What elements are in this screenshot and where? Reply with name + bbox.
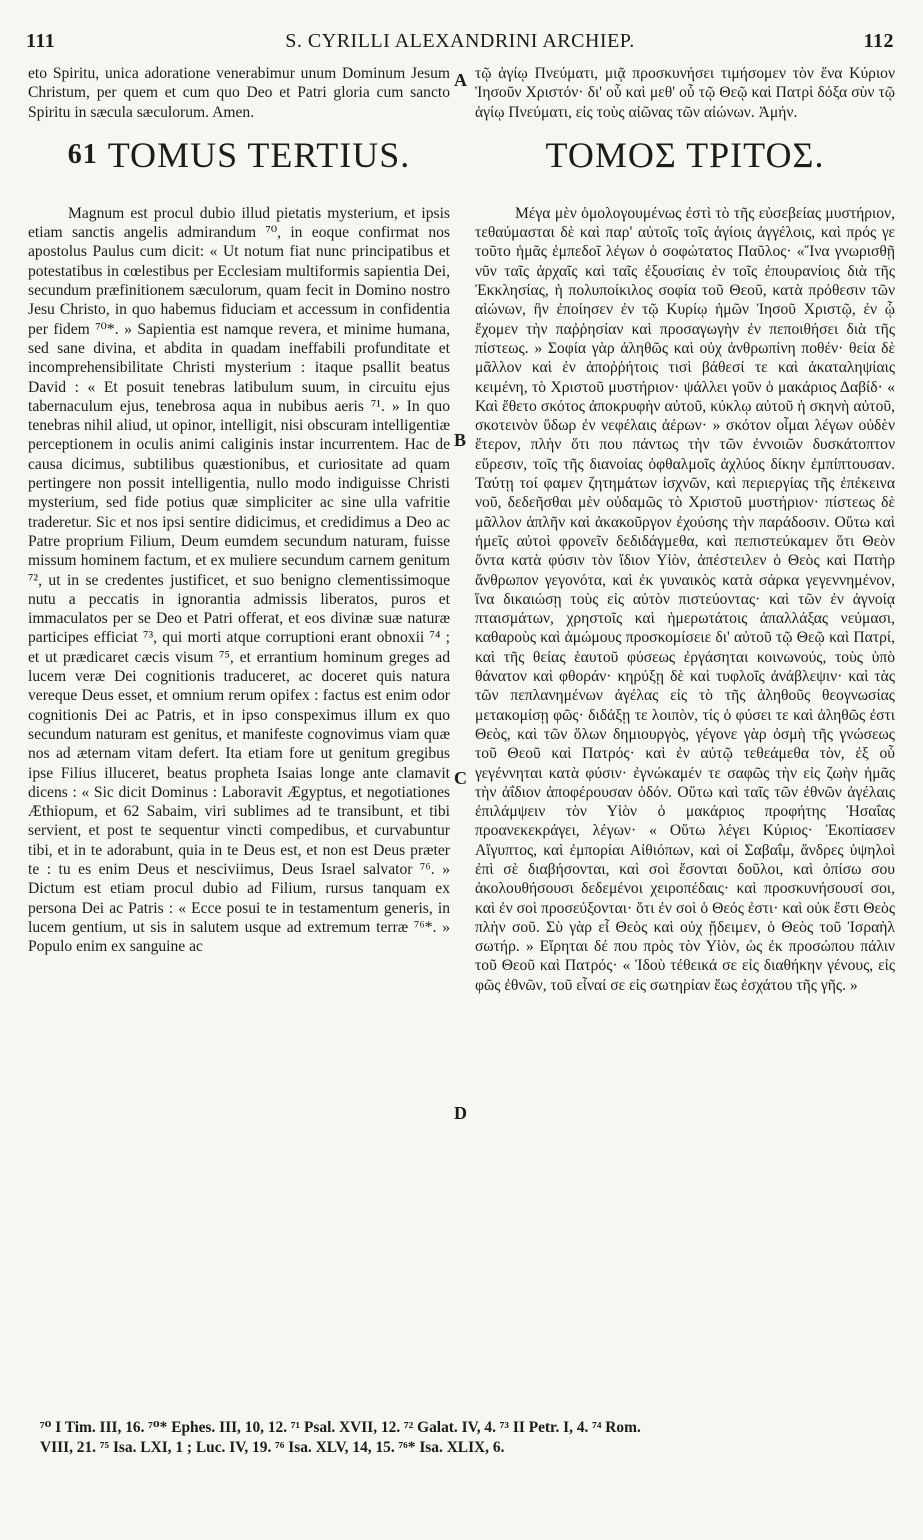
column-number: 61 (67, 138, 98, 170)
latin-heading (28, 132, 450, 178)
running-title: S. CYRILLI ALEXANDRINI ARCHIEP. (285, 30, 635, 52)
greek-body: Μέγα μὲν ὁμολογουμένως ἐστὶ τὸ τῆς εὐσεβείας μυστήριον, τεθαύμασται δὲ καὶ παρ' αὐτοῖς τοῖς ἁγίοις ἀγγέλοις, καὶ πρός γε τοῦτο ἡμᾶς ἐμπεδοῖ λέγων ὁ σοφώτατος Παῦλος· «Ἵνα γνωρισθῇ νῦν ταῖς ἀρχαῖς καὶ ταῖς ἐξουσίαις ἐν τοῖς ἐπουρανίοις διὰ τῆς Ἐκκλησίας, ἡ πολυποίκιλος σοφία τοῦ Θεοῦ, κατὰ πρόθεσιν τῶν αἰώνων, ἣν ἐποίησεν ἐν τῷ Κυρίῳ ἡμῶν Ἰησοῦ Χριστῷ, ἐν ᾧ ἔχομεν τὴν παῤῥησίαν καὶ προσαγωγὴν ἐν πεποιθήσει διὰ τῆς πίστεως. » Σοφία γὰρ ἀληθῶς καὶ οὐχ ἀνθρωπίνη ποθέν· θεία δὲ μᾶλλον καὶ ἐν ἀποῤῥήτοις τισὶ βάθεσί τε καὶ ἀκαταληψίαις κειμένη, τὸ Χριστοῦ μυστήριον· ψάλλει γοῦν ὁ μακάριος Δαβίδ· « Καὶ ἔθετο σκότος ἀποκρυφὴν αὐτοῦ, κύκλῳ αὐτοῦ ἡ σκηνὴ αὐτοῦ, σκοτεινὸν ὕδωρ ἐν νεφέλαις ἀέρων· » σκότον οἶμαι λέγων οὐδὲν ἕτερον, πλὴν ὅτι που πάντως τὴν τῶν ἐννοιῶν δυσκάτοπτον εὕρεσιν, τοῖς τῆς διανοίας ὀφθαλμοῖς ἀχλύος δίκην ἐμπίπτουσαν. Ταύτῃ τοί φαμεν ζητημάτων ἰσχνῶν, καὶ περιεργίας τῆς ἐπέκεινα νοῦ, δεδεῆσθαι μὲν οὐδαμῶς τὸ Χριστοῦ μυστήριον· πίστεως δὲ μᾶλλον ἁπλῆν καὶ ἀκακοῦργον ἐχούσης τὴν παράδοσιν. Οὕτω καὶ ἡμεῖς αὐτοὶ φρονεῖν δεδιδάγμεθα, καὶ πεπιστεύκαμεν ὅτι Θεὸν ὄντα κατὰ φύσιν τὸν ἴδιον Υἱὸν, ἀπέστειλεν ὁ Θεὸς καὶ Πατὴρ ἄνθρωπον γεγονότα, καὶ ἐκ γυναικὸς κατὰ σάρκα γεγεννημένον, ἵνα δικαιώσῃ τοὺς εἰς αὐτὸν πιστεύοντας· καὶ τῶν ἐν ἀγνοίᾳ πταισμάτων, χρηστοῖς καὶ ἡμερωτάτοις ἀπαλλάξας νεύμασι, καθαροὺς καὶ ἀμώμους προσκομίσειε δι' αὐτοῦ τῷ Θεῷ καὶ Πατρί, καὶ τῆς θείας ἑαυτοῦ φύσεως ἐργάσηται κοινωνούς, τοὺς ὑπὸ θάνατον καὶ φθοράν· κηρύξῃ δὲ καὶ τυφλοῖς ἀνάβλεψιν· καὶ τὰς τῶν πεπλανημένων ἀγέλας εἰς τὸ τῆς ἀληθοῦς θεογνωσίας μετακομίσῃ φῶς· διδάξῃ τε λοιπὸν, τίς ὁ φύσει τε καὶ ἀληθῶς ἐστι Θεὸς, καὶ τῶν ὅλων δημιουργὸς, γέγονε γὰρ ὀσμὴ τῆς γνώσεως τοῦ Θεοῦ καὶ Πατρός· καὶ ἐν αὐτῷ τεθεάμεθα τὸν, ἐξ οὗ γεγέννηται κατὰ φύσιν· ἐγνώκαμέν τε σαφῶς τὴν εἰς ζωὴν ἡμᾶς τὴν ἀΐδιον ἀποφέρουσαν ὁδόν. Οὕτω καὶ ταῖς τῶν ἐθνῶν ἀγέλαις ἐπιλάμψειν τὸν Υἱὸν ὁ μακάριος προφήτης Ἡσαΐας προανεκεκράγει, λέγων· « Οὕτω λέγει Κύριος· Ἐκοπίασεν Αἴγυπτος, καὶ ἐμπορίαι Αἰθιόπων, καὶ οἱ Σαβαΐμ, ἄνδρες ὑψηλοὶ ἐπὶ σὲ διαβήσονται, καὶ σοὶ ἔσονται δοῦλοι, καὶ ὀπίσω σου ἀκολουθήσουσι δεδεμένοι χειροπέδαις· καὶ προσκυνήσουσί σοι, καὶ ἐν σοὶ προσεύξονται· ὅτι ἐν σοὶ ὁ Θεός ἐστι· καὶ οὐκ ἔστι Θεὸς πλὴν σοῦ. Σὺ γὰρ εἶ Θεὸς καὶ οὐχ ᾔδειμεν, ὁ Θεὸς τοῦ Ἰσραὴλ σωτήρ. » Εἴρηται δέ που πρὸς τὸν Υἱὸν, ὡς ἐκ προσώπου πάλιν τοῦ Θεοῦ καὶ Πατρός· « Ἰδοὺ τέθεικά σε εἰς διαθήκην γένους, εἰς φῶς ἐθνῶν, τοῦ εἶναί σε εἰς σωτηρίαν ἕως ἐσχάτου τῆς γῆς. » (475, 204, 895, 994)
page-number-left: 111 (26, 30, 56, 52)
margin-letter-b: B (454, 430, 467, 450)
greek-intro: τῷ ἁγίῳ Πνεύματι, μιᾷ προσκυνήσει τιμήσομεν τὸν ἕνα Κύριον Ἰησοῦν Χριστόν· δι' οὗ καὶ μεθ' οὗ τῷ Θεῷ καὶ Πατρὶ δόξα σὺν τῷ ἁγίῳ Πνεύματι, εἰς τοὺς αἰῶνας τῶν αἰώνων. Ἀμήν. (475, 65, 895, 121)
latin-body: Magnum est procul dubio illud pietatis mysterium, et ipsis etiam sanctis angelis admirandum ⁷⁰, in eoque confirmat nos apostolus Paulus cum dicit: « Ut notum fiat nunc principatibus et potestatibus in cœlestibus per Ecclesiam multiformis sapientia Dei, secundum præfinitionem sæculorum, quam fecit in Domino nostro Jesu Christo, in quo habemus fiduciam et accessum in confidentia per fidem ⁷⁰*. » Sapientia est namque revera, et minime humana, sed sane divina, et abdita in quadam ineffabili profunditate et incomprehensibilitate Christi mysterium : itaque psallit beatus David : « Et posuit tenebras latibulum suum, in circuitu ejus tabernaculum ejus, tenebrosa aqua in nubibus aeris ⁷¹. » In quo tenebras nihil aliud, ut opinor, intelligit, nisi obscuram intelligentiæ perceptionem in oculis animi caliginis instar incurrentem. Hac de causa dicimus, subtilibus quæstionibus, et curiositate ad quam pertingere non possit intelligentia, nullo modo indiguisse Christi mysterium, sed fide potius quæ simpliciter ac sine ulla vafritie traderetur. Sic et nos ipsi sentire didicimus, et credidimus a Deo ac Patre proprium Filium, Deum eumdem secundum naturam, fuisse missum hominem factum, et ex muliere secundum carnem genitum ⁷², ut in se credentes justificet, et suo benigno clementissimoque nutu a peccatis in ignorantia admissis liberatos, puros et immaculatos per se Deo et Patri offerat, et eos divinæ suæ naturæ participes efficiat ⁷³, qui morti atque corruptioni erant obnoxii ⁷⁴ ; et ut prædicaret cæcis visum ⁷⁵, et errantium hominum greges ad lucem veræ Dei cognitionis traduceret, ac doceret quis natura vereque Deus esset, et omnium rerum opifex : factus est enim odor cognitionis Dei ac Patris, et in ipso conspeximus illum ex quo secundum naturam est genitus, et manifeste cognovimus viam quæ nos ad æternam vitam defert. Ita etiam fore ut genitum gregibus ipse Filius illuceret, beatus propheta Isaias longe ante clamavit dicens : « Sic dicit Dominus : Laboravit Ægyptus, et negotiationes Æthiopum, et 62 Sabaim, viri sublimes ad te transibunt, et tibi servient, et post te sequentur vincti compedibus, et curvabuntur tibi, et in te adorabunt, quia in te Deus est, et non est Deus præter te : tu es enim Deus et nesciviimus, Deus Israel salvator ⁷⁶. » Dictum est etiam procul dubio ad Filium, rursus tanquam ex persona Dei ac Patris : « Ecce posui te in testamentum generis, in lucem gentium, ut sis in salutem usque ad extremum terræ ⁷⁶*. » Populo enim ex sanguine ac (28, 204, 450, 956)
margin-letter-a: A (454, 70, 467, 90)
page-number-right: 112 (863, 30, 894, 52)
latin-column (28, 64, 450, 956)
footnote-line: VIII, 21. ⁷⁵ Isa. LXI, 1 ; Luc. IV, 19. ⁷⁶ Isa. XLV, 14, 15. ⁷⁶* Isa. XLIX, 6. (40, 1439, 505, 1456)
greek-heading-text: ΤΟΜΟΣ ΤΡΙΤΟΣ. (545, 134, 825, 175)
running-head (26, 30, 894, 54)
margin-letter-c: C (454, 768, 467, 788)
footnote-line: ⁷⁰ I Tim. III, 16. ⁷⁰* Ephes. III, 10, 12. ⁷¹ Psal. XVII, 12. ⁷² Galat. IV, 4. ⁷³ II Petr. I, 4. ⁷⁴ Rom. (40, 1419, 641, 1436)
greek-heading (475, 132, 895, 178)
margin-letter-d: D (454, 1103, 467, 1123)
latin-heading-text: TOMUS TERTIUS. (107, 134, 411, 175)
latin-intro: eto Spiritu, unica adoratione venerabimur unum Dominum Jesum Christum, per quem et cum quo Deo et Patri gloria cum sancto Spiritu in sæcula sæculorum. Amen. (28, 65, 450, 121)
greek-column (475, 64, 895, 995)
footnotes (40, 1418, 900, 1458)
